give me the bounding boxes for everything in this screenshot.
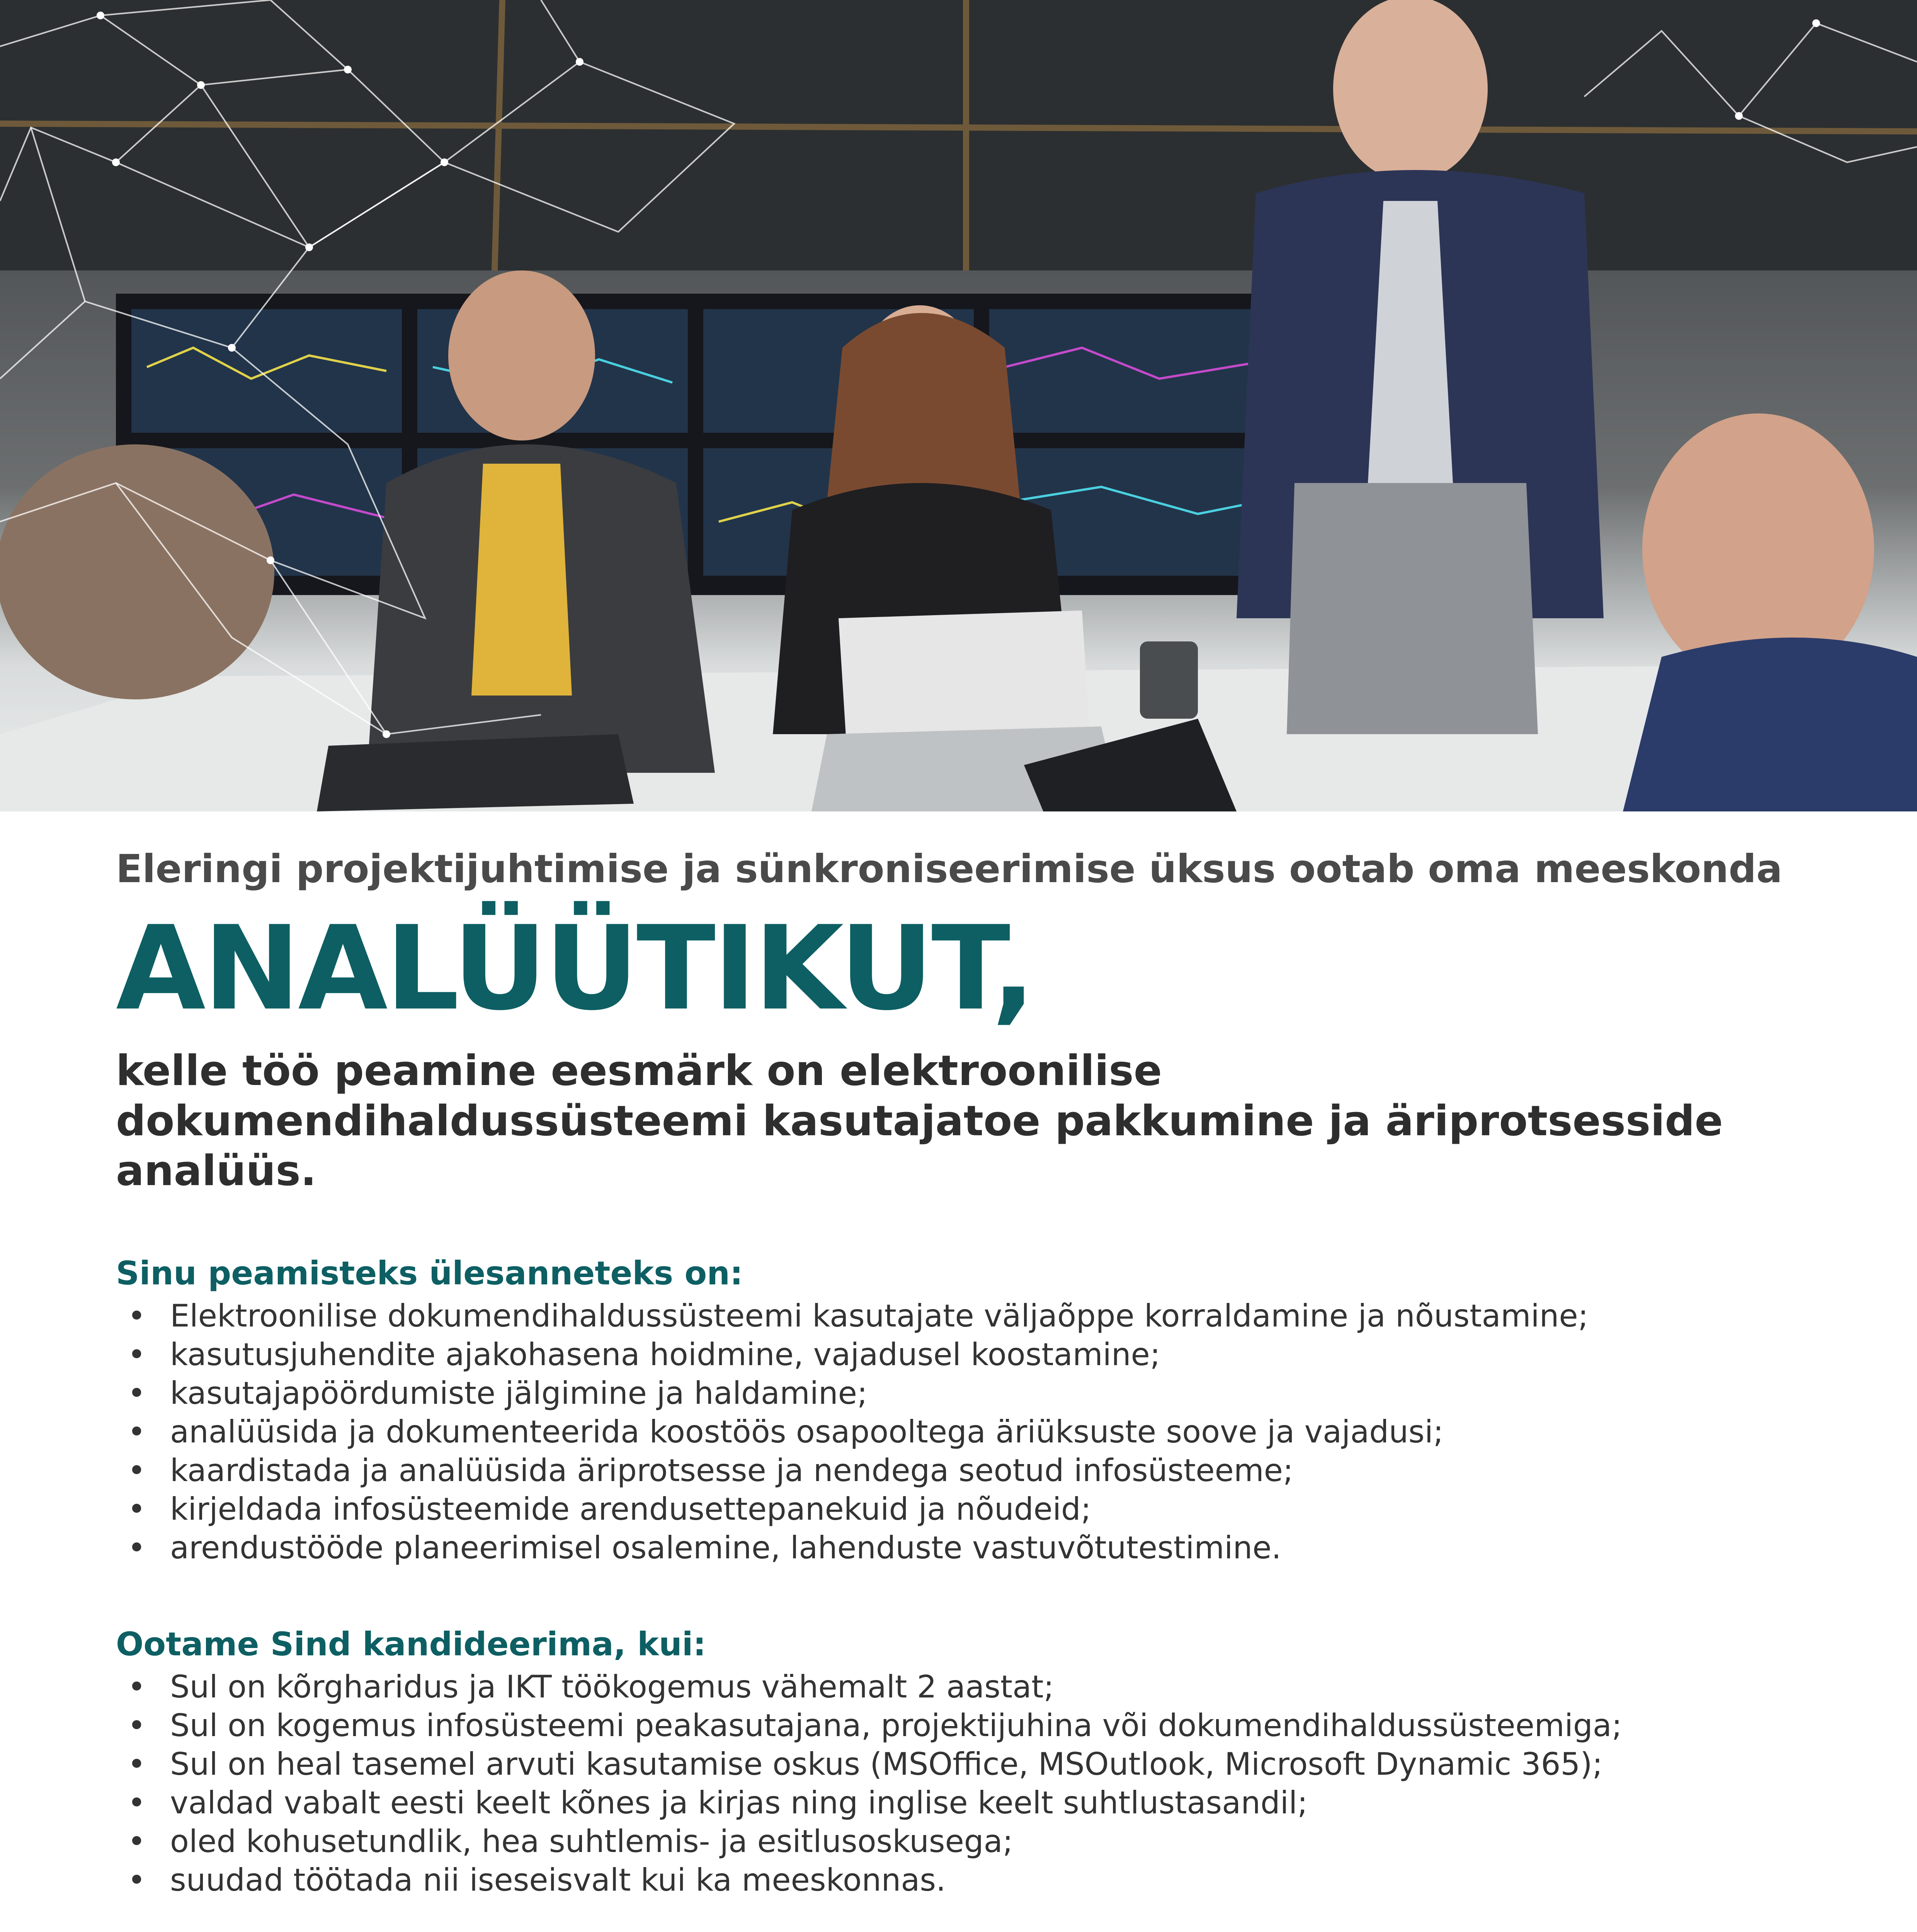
list-item: • kasutajapöördumiste jälgimine ja haldamine; [116, 1374, 1808, 1413]
list-item: • Sul on kõrgharidus ja IKT töökogemus vähemalt 2 aastat; [116, 1668, 1808, 1706]
list-item: • oled kohusetundlik, hea suhtlemis- ja esitlusoskusega; [116, 1822, 1808, 1861]
requirements-title: Ootame Sind kandideerima, kui: [116, 1625, 706, 1663]
list-item: • kirjeldada infosüsteemide arendusettepanekuid ja nõudeid; [116, 1490, 1808, 1529]
tasks-title: Sinu peamisteks ülesanneteks on: [116, 1254, 743, 1292]
list-item: • Sul on kogemus infosüsteemi peakasutajana, projektijuhina või dokumendihaldussüsteemiga; [116, 1706, 1808, 1745]
tasks-list [116, 1297, 1808, 1567]
list-item: • valdad vabalt eesti keelt kõnes ja kirjas ning inglise keelt suhtlustasandil; [116, 1784, 1808, 1822]
list-item: • Sul on heal tasemel arvuti kasutamise oskus (MSOffice, MSOutlook, Microsoft Dynamic 365); [116, 1745, 1808, 1784]
hero-photo [0, 0, 1917, 811]
list-item: • kasutusjuhendite ajakohasena hoidmine, vajadusel koostamine; [116, 1335, 1808, 1374]
requirements-list [116, 1668, 1808, 1900]
role-summary: kelle töö peamine eesmärk on elektroonilise dokumendihaldussüsteemi kasutajatoe pakkumine ja äriprotsesside analüüs. [116, 1047, 1723, 1196]
list-item: • arendustööde planeerimisel osalemine, lahenduste vastuvõtutestimine. [116, 1529, 1808, 1567]
list-item: • Elektroonilise dokumendihaldussüsteemi kasutajate väljaõppe korraldamine ja nõustamine; [116, 1297, 1808, 1335]
intro-line: Eleringi projektijuhtimise ja sünkroniseerimise üksus ootab oma meeskonda [116, 846, 1783, 891]
list-item: • kaardistada ja analüüsida äriprotsesse ja nendega seotud infosüsteeme; [116, 1451, 1808, 1490]
list-item: • suudad töötada nii iseseisvalt kui ka meeskonnas. [116, 1861, 1808, 1900]
page-title: ANALÜÜTIKUT, [116, 901, 1033, 1036]
job-ad-content [116, 831, 1808, 1932]
list-item: • analüüsida ja dokumenteerida koostöös osapooltega äriüksuste soove ja vajadusi; [116, 1413, 1808, 1451]
